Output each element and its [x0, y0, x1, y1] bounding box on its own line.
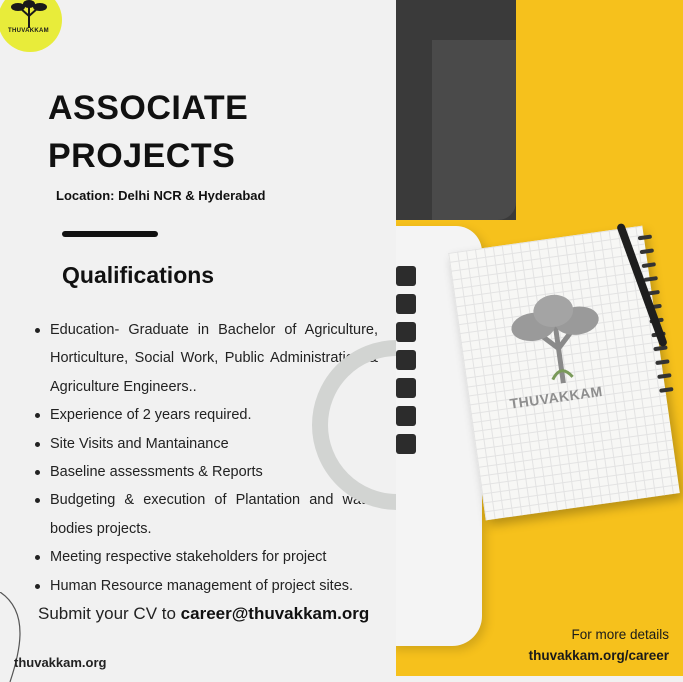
coil [640, 248, 654, 254]
notebook [448, 226, 680, 521]
list-item: Experience of 2 years required. [34, 401, 378, 429]
key [396, 406, 416, 426]
key [396, 350, 416, 370]
notebook-brand-text: THUVAKKAM [508, 382, 604, 412]
key [396, 434, 416, 454]
footer-site[interactable]: thuvakkam.org [14, 655, 107, 670]
coil [638, 234, 652, 240]
career-email[interactable]: career@thuvakkam.org [180, 604, 370, 623]
laptop-screen [432, 40, 516, 220]
key [396, 378, 416, 398]
coil [659, 387, 673, 393]
logo-text: THUVAKKAM [8, 28, 49, 34]
list-item: Site Visits and Mantainance [34, 430, 378, 458]
coil [655, 359, 669, 365]
submit-cv-line [38, 604, 369, 624]
job-title [48, 84, 248, 180]
list-item: Baseline assessments & Reports [34, 458, 378, 486]
key [396, 322, 416, 342]
list-item: Human Resource management of project sites. [34, 572, 378, 600]
job-title-line2: PROJECTS [48, 137, 236, 175]
more-details-label: For more details [571, 627, 669, 642]
list-item: Education- Graduate in Bachelor of Agriculture, Horticulture, Social Work, Public Administration & Agriculture Engineers.. [34, 316, 378, 401]
submit-prefix: Submit your CV to [38, 604, 181, 623]
job-location: Location: Delhi NCR & Hyderabad [56, 188, 266, 203]
list-item: Budgeting & execution of Plantation and water bodies projects. [34, 486, 378, 543]
job-title-line1: ASSOCIATE [48, 89, 249, 127]
list-item: Meeting respective stakeholders for project [34, 543, 378, 571]
photo-panel [396, 0, 683, 676]
coil [642, 262, 656, 268]
career-link[interactable]: thuvakkam.org/career [528, 648, 669, 663]
qualifications-heading: Qualifications [62, 262, 215, 288]
brand-logo [0, 0, 62, 52]
coil [657, 373, 671, 379]
key [396, 294, 416, 314]
divider-bar [62, 231, 158, 237]
tree-watermark-icon [501, 282, 613, 390]
coil [644, 276, 658, 282]
tree-logo-icon [8, 0, 50, 28]
key [396, 266, 416, 286]
